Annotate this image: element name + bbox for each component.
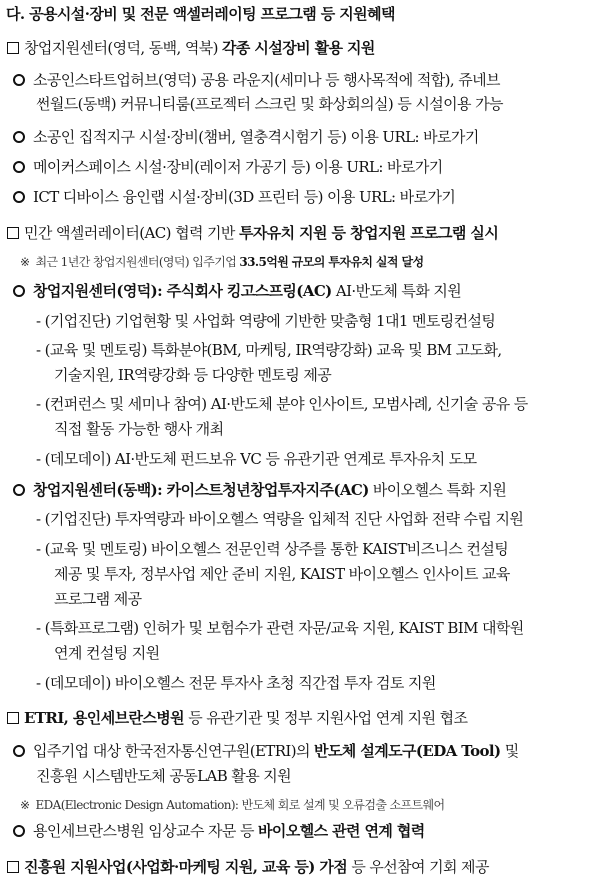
block3-note-text: EDA(Electronic Design Automation): 반도체 회로 설계 및 오류검출 소프트웨어 [35, 798, 445, 812]
block4-heading-bold: 진흥원 지원사업(사업화·마케팅 지원, 교육 등) 가점 [24, 858, 348, 876]
block3-bullet-1-plain: 입주기업 대상 한국전자통신연구원(ETRI)의 [33, 742, 315, 760]
block3-heading-plain: 등 유관기관 및 정부 지원사업 연계 지원 협조 [184, 709, 468, 727]
block1-heading-plain: 창업지원센터(영덕, 동백, 역북) [24, 39, 223, 57]
block2-heading-bold: 투자유치 지원 등 창업지원 프로그램 실시 [238, 224, 499, 242]
checkbox-square-icon [7, 861, 19, 873]
yeongdeok-center-plain: AI·반도체 특화 지원 [331, 282, 462, 300]
dongbaek-item-3-cont: 연계 컨설팅 지원 [54, 644, 160, 662]
block3-heading-bold: ETRI, 용인세브란스병원 [24, 709, 185, 727]
dongbaek-center-bold: 창업지원센터(동백): 카이스트청년창업투자지주(AC) [33, 481, 369, 499]
dongbaek-center-line [13, 479, 506, 501]
block1-bullet-3 [13, 156, 443, 178]
block3-bullet-2-bold: 바이오헬스 관련 연계 협력 [258, 822, 425, 840]
dongbaek-item-2-cont2: 프로그램 제공 [54, 590, 142, 608]
block1-bullet-1 [13, 69, 500, 91]
circle-bullet-icon [13, 825, 25, 837]
dongbaek-item-2: - (교육 및 멘토링) 바이오헬스 전문인력 상주를 통한 KAIST비즈니스 컨설팅 [36, 540, 509, 558]
block2-note-plain: 최근 1년간 창업지원센터(영덕) 입주기업 [35, 255, 240, 269]
block1-bullet-2 [13, 126, 479, 148]
block4-heading [7, 856, 489, 878]
dongbaek-center-plain: 바이오헬스 특화 지원 [368, 481, 507, 499]
block1-bullet-1-text: 소공인스타트업허브(영덕) 공용 라운지(세미나 등 행사목적에 적합), 쥬네브 [33, 71, 500, 89]
block3-bullet-1-bold: 반도체 설계도구(EDA Tool) [314, 742, 501, 760]
block1-bullet-1-cont: 썬월드(동백) 커뮤니티룸(프로젝터 스크린 및 화상회의실) 등 시설이용 가능 [36, 95, 503, 113]
circle-bullet-icon [13, 131, 25, 143]
block1-bullet-4 [13, 186, 455, 208]
block3-bullet-2-plain: 용인세브란스병원 임상교수 자문 등 [33, 822, 259, 840]
block2-heading-plain: 민간 액셀러레이터(AC) 협력 기반 [24, 224, 239, 242]
yeongdeok-item-1: - (기업진단) 기업현황 및 사업화 역량에 기반한 맞춤형 1대1 멘토링컨설팅 [36, 312, 496, 330]
yeongdeok-center-line [13, 280, 461, 302]
yeongdeok-item-2: - (교육 및 멘토링) 특화분야(BM, 마케팅, IR역량강화) 교육 및 BM 고도화, [36, 341, 502, 359]
dongbaek-item-4: - (데모데이) 바이오헬스 전문 투자사 초청 직간접 투자 검토 지원 [36, 674, 436, 692]
yeongdeok-item-3: - (컨퍼런스 및 세미나 참여) AI·반도체 분야 인사이트, 모범사례, 신기술 공유 등 [36, 395, 528, 413]
block3-bullet-1 [13, 740, 519, 762]
checkbox-square-icon [7, 712, 19, 724]
block1-bullet-4-text: ICT 디바이스 융인랩 시설·장비(3D 프린터 등) 이용 URL: 바로가기 [33, 188, 456, 206]
circle-bullet-icon [13, 191, 25, 203]
block1-bullet-2-text: 소공인 집적지구 시설·장비(챔버, 열충격시험기 등) 이용 URL: 바로가기 [33, 128, 479, 146]
block2-note-bold: 33.5억원 규모의 투자유치 실적 달성 [239, 255, 424, 269]
dongbaek-item-2-cont: 제공 및 투자, 정부사업 제안 준비 지원, KAIST 바이오헬스 인사이트 교육 [54, 565, 510, 583]
section-title: 다. 공용시설·장비 및 전문 액셀러레이팅 프로그램 등 지원혜택 [6, 5, 395, 23]
block2-heading [7, 222, 498, 244]
circle-bullet-icon [13, 745, 25, 757]
reference-mark: ※ [20, 255, 30, 269]
yeongdeok-item-4: - (데모데이) AI·반도체 펀드보유 VC 등 유관기관 연계로 투자유치 도모 [36, 450, 477, 468]
circle-bullet-icon [13, 285, 25, 297]
block3-bullet-1-end: 및 [500, 742, 519, 760]
block1-heading [7, 37, 375, 59]
yeongdeok-item-3-cont: 직접 활동 가능한 행사 개최 [54, 420, 224, 438]
block1-heading-bold: 각종 시설장비 활용 지원 [222, 39, 375, 57]
reference-mark: ※ [20, 798, 30, 812]
checkbox-square-icon [7, 42, 19, 54]
yeongdeok-center-bold: 창업지원센터(영덕): 주식회사 킹고스프링(AC) [33, 282, 332, 300]
block3-heading [7, 707, 467, 729]
block4-heading-plain: 등 우선참여 기회 제공 [347, 858, 489, 876]
yeongdeok-item-2-cont: 기술지원, IR역량강화 등 다양한 멘토링 제공 [54, 366, 332, 384]
circle-bullet-icon [13, 161, 25, 173]
block3-note [20, 794, 445, 816]
block2-note [20, 251, 423, 273]
circle-bullet-icon [13, 74, 25, 86]
dongbaek-item-3: - (특화프로그램) 인허가 및 보험수가 관련 자문/교육 지원, KAIST BIM 대학원 [36, 619, 524, 637]
dongbaek-item-1: - (기업진단) 투자역량과 바이오헬스 역량을 입체적 진단 사업화 전략 수립 지원 [36, 510, 524, 528]
checkbox-square-icon [7, 227, 19, 239]
block3-bullet-2 [13, 820, 425, 842]
circle-bullet-icon [13, 484, 25, 496]
block3-bullet-1-cont: 진흥원 시스템반도체 공동LAB 활용 지원 [36, 767, 292, 785]
block1-bullet-3-text: 메이커스페이스 시설·장비(레이저 가공기 등) 이용 URL: 바로가기 [33, 158, 443, 176]
